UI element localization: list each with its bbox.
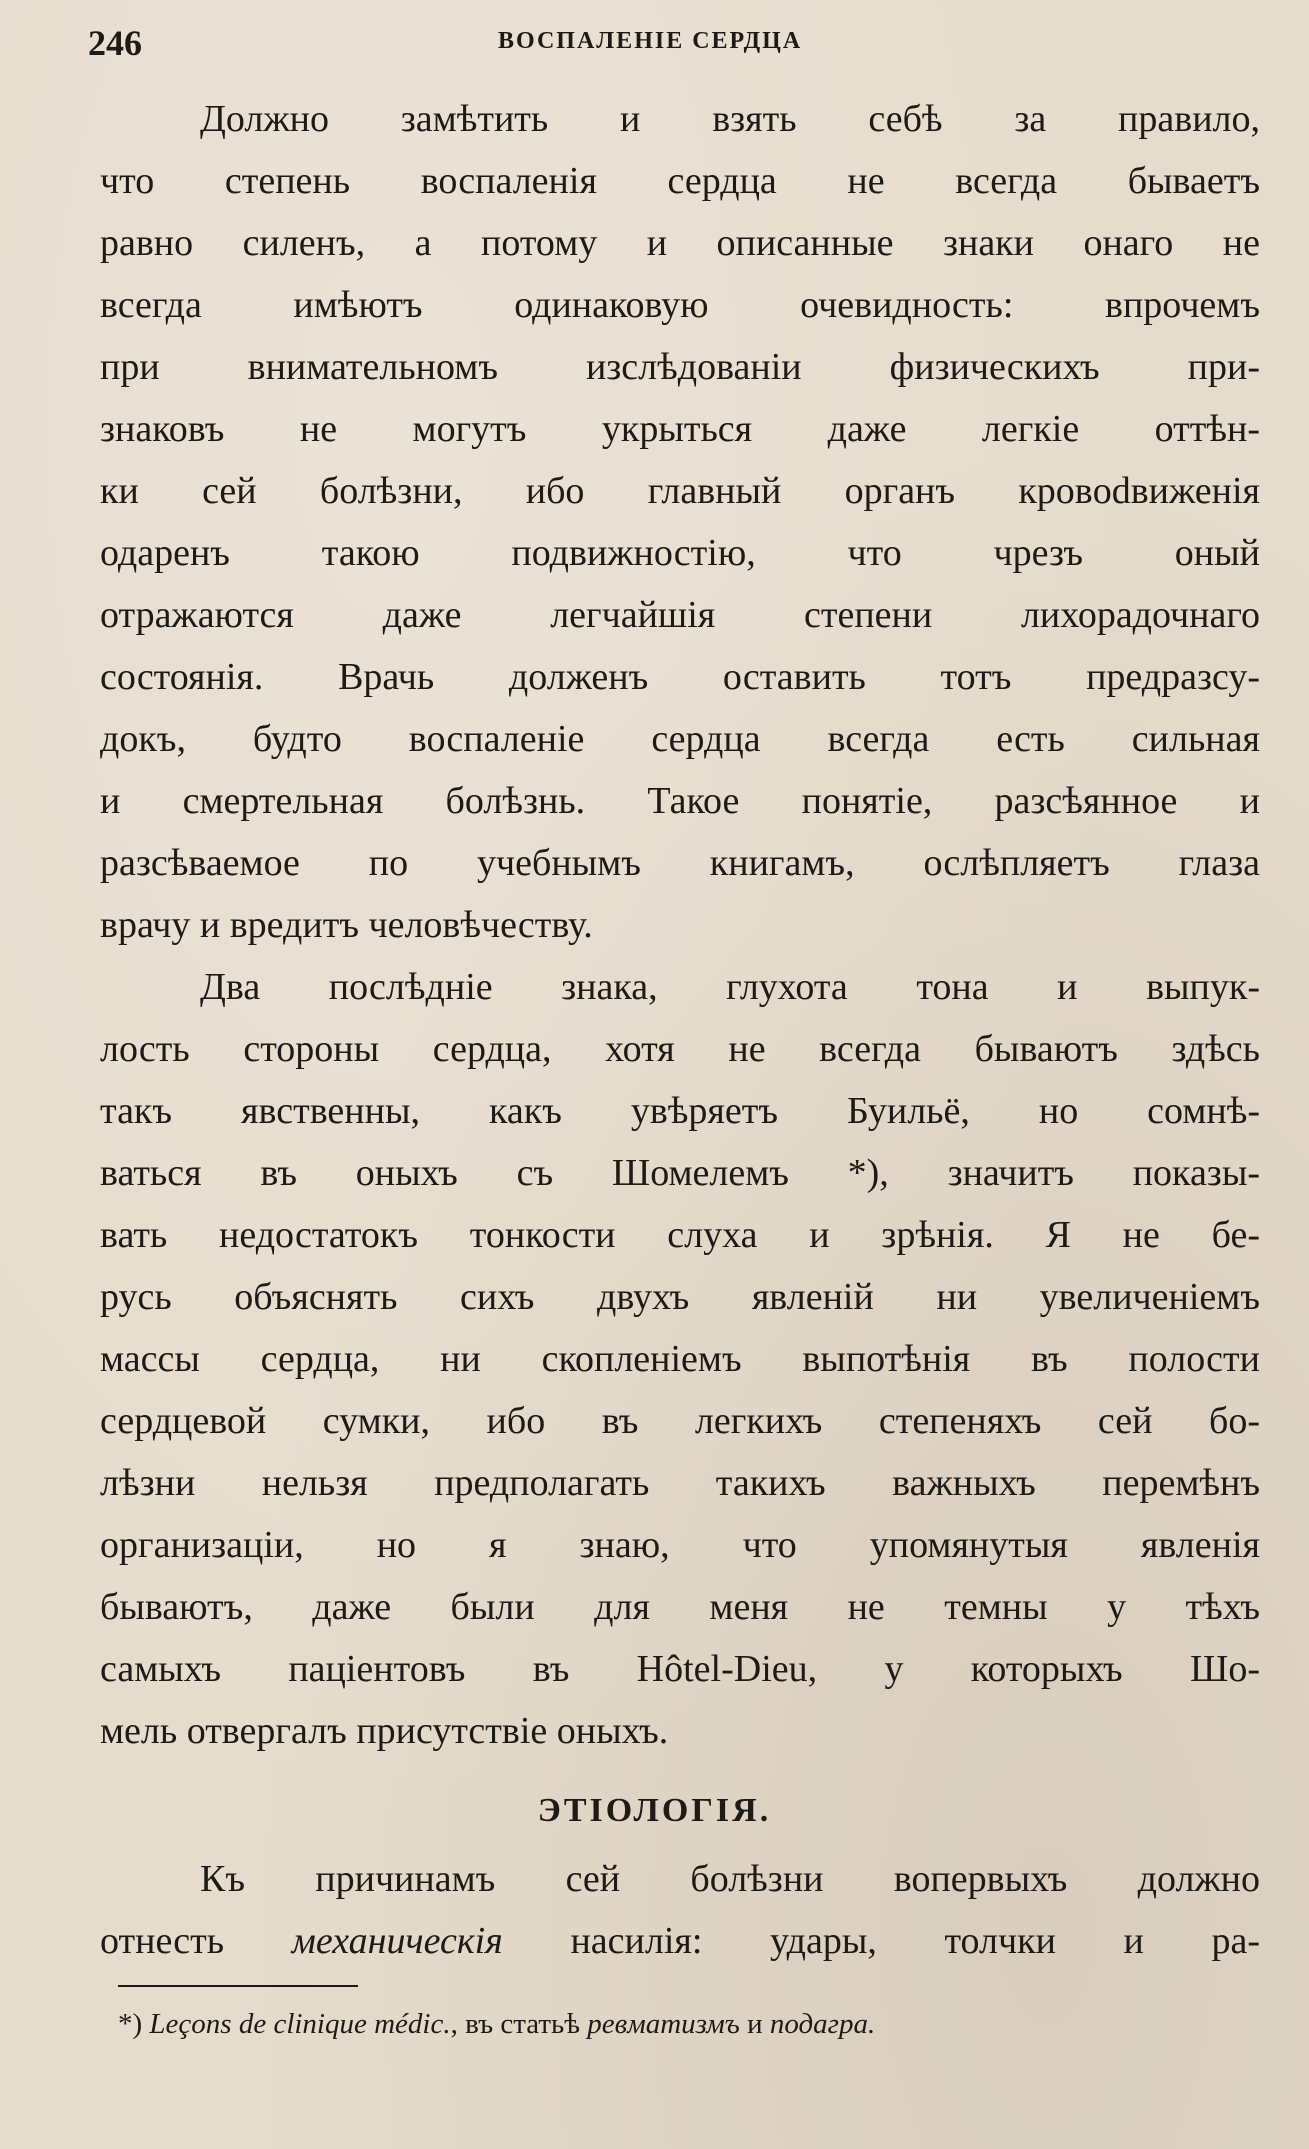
italic-term: механическія	[291, 1920, 503, 1962]
text-line: мель отвергалъ присутствіе оныхъ.	[100, 1710, 669, 1752]
text-line: и смертельная болѣзнь. Такое понятіе, разсѣянное и	[100, 780, 1260, 822]
footnote-marker: *)	[118, 2008, 150, 2040]
footnote-text: и	[739, 2008, 770, 2040]
section-heading: ЭТІОЛОГІЯ.	[537, 1792, 772, 1829]
text-line: врачу и вредитъ человѣчеству.	[100, 904, 593, 946]
footnote-text: , въ статьѣ	[450, 2008, 588, 2040]
text-line: Должно замѣтить и взять себѣ за правило,	[200, 98, 1260, 140]
running-head: ВОСПАЛЕНІЕ СЕРДЦА	[498, 28, 803, 54]
page-number: 246	[88, 23, 142, 63]
text-line: Къ причинамъ сей болѣзни вопервыхъ должно	[200, 1858, 1260, 1900]
text-line: Два послѣдніе знака, глухота тона и выпук-	[200, 966, 1260, 1008]
text-line: состоянія. Врачь долженъ оставить тотъ предразсу-	[100, 656, 1260, 698]
text-line: сердцевой сумки, ибо въ легкихъ степеняхъ сей бо-	[100, 1400, 1260, 1442]
text-line: русь объяснять сихъ двухъ явленій ни увеличеніемъ	[100, 1276, 1260, 1318]
footnote-divider	[118, 1985, 358, 1987]
text-line: что степень воспаленія сердца не всегда бываетъ	[100, 160, 1260, 202]
text-line: при внимательномъ изслѣдованіи физическихъ при-	[100, 346, 1260, 388]
paragraph-1	[100, 88, 1260, 956]
text-segment: насилія: удары, толчки и ра-	[502, 1920, 1260, 1962]
text-line: бываютъ, даже были для меня не темны у тѣхъ	[100, 1586, 1260, 1628]
text-line: организаціи, но я знаю, что упомянутыя явленія	[100, 1524, 1260, 1566]
footnote	[118, 2008, 1278, 2041]
text-line: ки сей болѣзни, ибо главный органъ кровodвиженія	[100, 470, 1260, 512]
text-line: ваться въ оныхъ съ Шомелемъ *), значитъ показы-	[100, 1152, 1260, 1194]
footnote-source: Leçons de clinique médic.	[149, 2008, 451, 2040]
text-segment: отнесть	[100, 1920, 292, 1962]
text-line: равно силенъ, а потому и описанные знаки онаго не	[100, 222, 1260, 264]
text-line: знаковъ не могутъ укрыться даже легкіе оттѣн-	[100, 408, 1260, 450]
footnote-term: подагра.	[769, 2008, 876, 2040]
page-header	[88, 22, 1269, 62]
text-line: такъ явственны, какъ увѣряетъ Буильё, но сомнѣ-	[100, 1090, 1260, 1132]
text-line: отражаются даже легчайшія степени лихорадочнаго	[100, 594, 1260, 636]
text-line	[100, 1910, 1260, 1972]
text-line: массы сердца, ни скопленіемъ выпотѣнія въ полости	[100, 1338, 1260, 1380]
text-line: вать недостатокъ тонкости слуха и зрѣнія. Я не бе-	[100, 1214, 1260, 1256]
text-line: лѣзни нельзя предполагать такихъ важныхъ перемѣнъ	[100, 1462, 1260, 1504]
text-line: разсѣваемое по учебнымъ книгамъ, ослѣпляетъ глаза	[100, 842, 1260, 884]
text-line: лость стороны сердца, хотя не всегда бываютъ здѣсь	[100, 1028, 1260, 1070]
text-line: всегда имѣютъ одинаковую очевидность: впрочемъ	[100, 284, 1260, 326]
paragraph-2	[100, 956, 1260, 1762]
text-line: самыхъ паціентовъ въ Hôtel-Dieu, у которыхъ Шо-	[100, 1648, 1260, 1690]
paragraph-3	[100, 1848, 1260, 1972]
text-line: одаренъ такою подвижностію, что чрезъ оный	[100, 532, 1260, 574]
text-line: докъ, будто воспаленіе сердца всегда есть сильная	[100, 718, 1260, 760]
footnote-term: ревматизмъ	[587, 2008, 740, 2040]
main-text	[100, 88, 1260, 1762]
